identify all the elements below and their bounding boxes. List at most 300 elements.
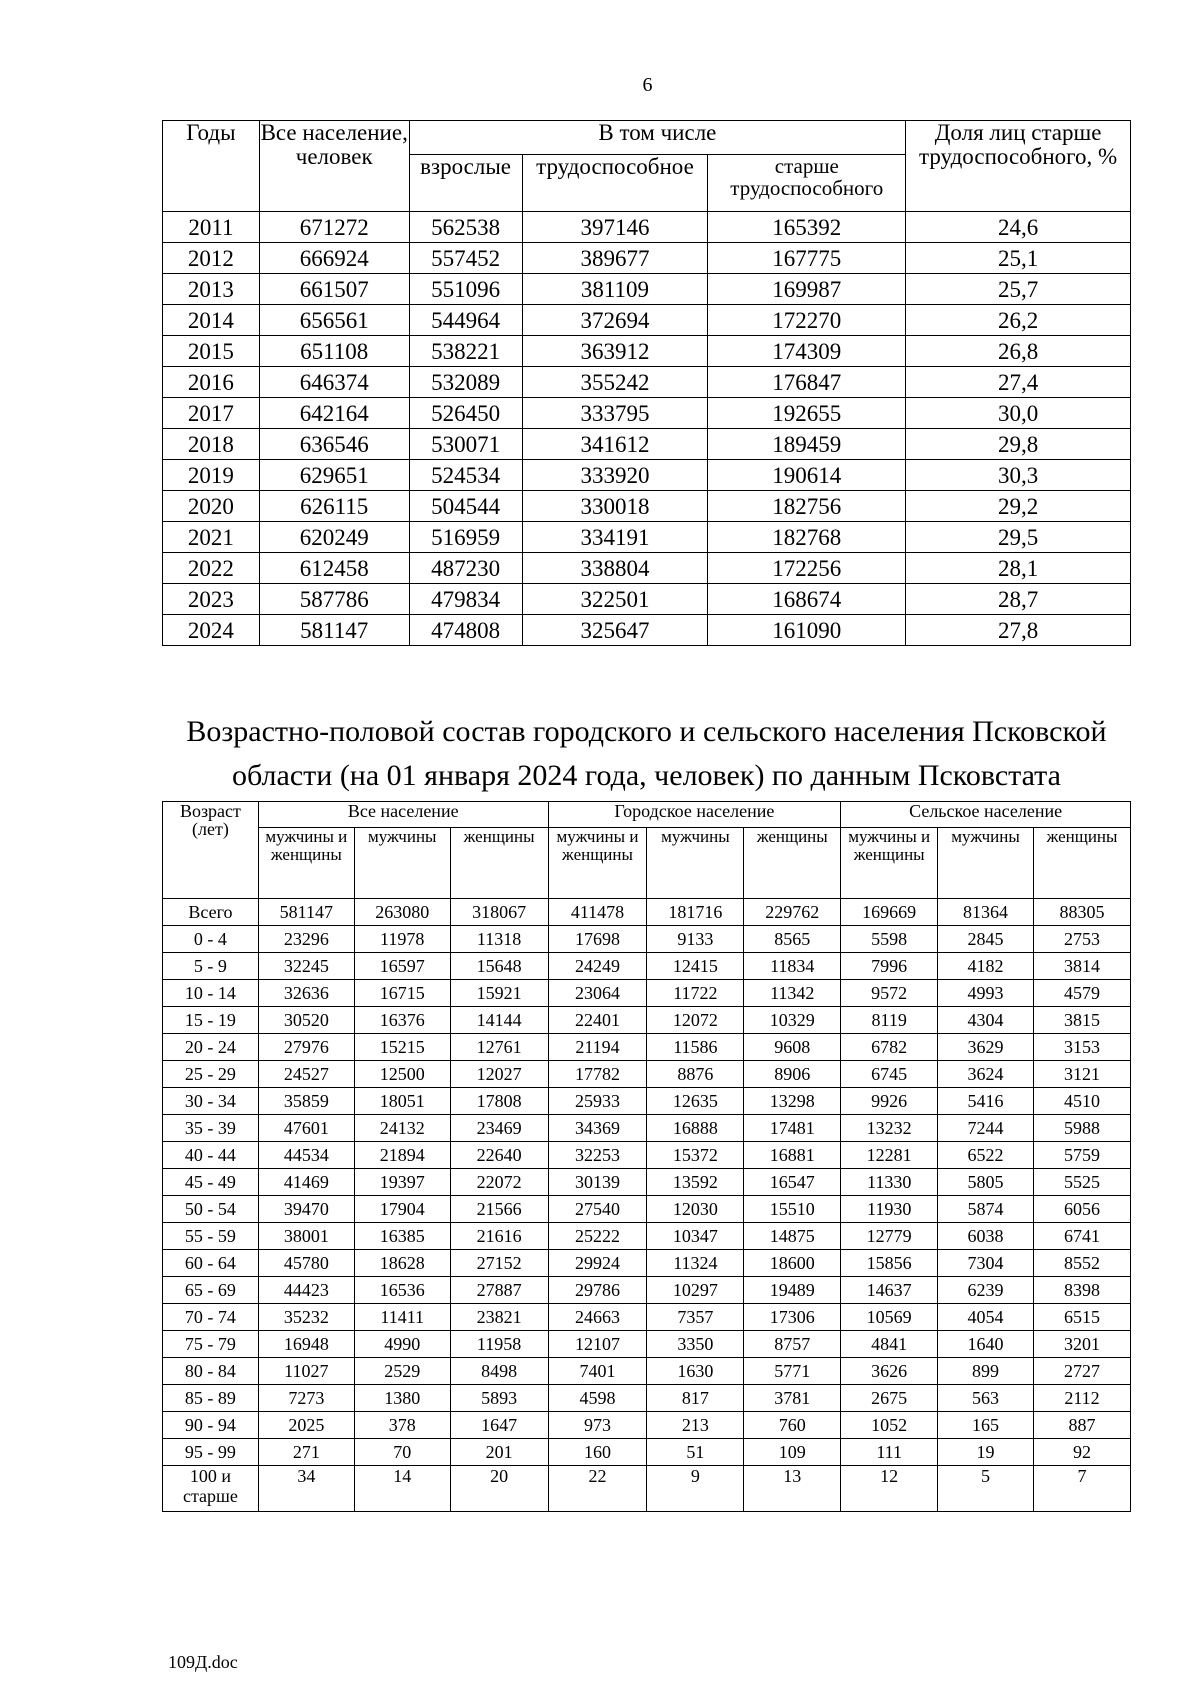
table-cell: 16536 [354,1277,450,1304]
table-row [163,615,1131,646]
table-cell: 10329 [744,1007,841,1034]
table-cell: 11342 [744,980,841,1007]
header-adults: взрослые [409,155,522,212]
table-cell: 2022 [163,553,260,584]
table-cell: 24663 [548,1304,647,1331]
table-cell: 167775 [708,243,906,274]
table-row [163,1034,1131,1061]
header-both-sexes: мужчины и женщины [258,828,354,899]
table-cell: 13 [744,1466,841,1512]
header-men: мужчины [354,828,450,899]
table-row [163,1358,1131,1385]
table-cell: 530071 [409,429,522,460]
table-cell: 5 [938,1466,1034,1512]
table-cell: 5759 [1034,1142,1131,1169]
table-row [163,1223,1131,1250]
table-cell: 1052 [841,1412,938,1439]
table-row [163,953,1131,980]
table-cell: 7244 [938,1115,1034,1142]
table-cell: 516959 [409,522,522,553]
table-cell: 19 [938,1439,1034,1466]
table-cell: 2018 [163,429,260,460]
table-row [163,980,1131,1007]
table-cell: 30,3 [906,460,1131,491]
table-cell: 587786 [259,584,409,615]
table-cell: 2675 [841,1385,938,1412]
table-cell: 5988 [1034,1115,1131,1142]
table-cell: 563 [938,1385,1034,1412]
section-title [162,710,1131,798]
table-cell: 229762 [744,899,841,926]
table-cell: 29,8 [906,429,1131,460]
table-cell: 92 [1034,1439,1131,1466]
table-cell: 17306 [744,1304,841,1331]
table-cell: 45 - 49 [163,1169,259,1196]
table-cell: 378 [354,1412,450,1439]
table-cell: 27,4 [906,367,1131,398]
table-cell: 5893 [450,1385,548,1412]
table-cell: 6239 [938,1277,1034,1304]
table-cell: 16881 [744,1142,841,1169]
table-cell: 271 [258,1439,354,1466]
table-cell: 25 - 29 [163,1061,259,1088]
header-working: трудоспособное [522,155,708,212]
table-row [163,1196,1131,1223]
table-cell: 20 [450,1466,548,1512]
table-cell: 26,2 [906,305,1131,336]
table-cell: 17904 [354,1196,450,1223]
table-cell: 18600 [744,1250,841,1277]
table-cell: 8119 [841,1007,938,1034]
table-cell: 24132 [354,1115,450,1142]
table-cell: 330018 [522,491,708,522]
table-cell: 636546 [259,429,409,460]
table-row [163,398,1131,429]
table-cell: 6515 [1034,1304,1131,1331]
table-cell: 11411 [354,1304,450,1331]
table-cell: Всего [163,899,259,926]
table-cell: 355242 [522,367,708,398]
table-cell: 2025 [258,1412,354,1439]
table-cell: 109 [744,1439,841,1466]
table-cell: 899 [938,1358,1034,1385]
table-cell: 38001 [258,1223,354,1250]
table-cell: 2112 [1034,1385,1131,1412]
table-cell: 1630 [647,1358,744,1385]
table-cell: 18628 [354,1250,450,1277]
table-cell: 13298 [744,1088,841,1115]
table-cell: 23821 [450,1304,548,1331]
table-cell: 4993 [938,980,1034,1007]
table-cell: 642164 [259,398,409,429]
table-cell: 192655 [708,398,906,429]
table-cell: 1647 [450,1412,548,1439]
table-cell: 44534 [258,1142,354,1169]
table-cell: 174309 [708,336,906,367]
table-cell: 168674 [708,584,906,615]
table-cell: 325647 [522,615,708,646]
table-cell: 3814 [1034,953,1131,980]
table-cell: 21566 [450,1196,548,1223]
table-cell: 2013 [163,274,260,305]
table-cell: 10347 [647,1223,744,1250]
table-cell: 160 [548,1439,647,1466]
table-cell: 487230 [409,553,522,584]
table-cell: 80 - 84 [163,1358,259,1385]
header-total: Все население, человек [259,121,409,212]
table-row [163,1115,1131,1142]
table-cell: 612458 [259,553,409,584]
table-cell: 318067 [450,899,548,926]
table-cell: 23469 [450,1115,548,1142]
table-cell: 562538 [409,212,522,243]
table-cell: 557452 [409,243,522,274]
table-cell: 18051 [354,1088,450,1115]
table-cell: 2020 [163,491,260,522]
footer-filename: 109Д.doc [168,1652,238,1672]
table-cell: 2017 [163,398,260,429]
table-cell: 14637 [841,1277,938,1304]
section-title-line2: области (на 01 января 2024 года, человек) по данным Псковстата [232,759,1061,792]
table-cell: 2529 [354,1358,450,1385]
table-cell: 23064 [548,980,647,1007]
table-cell: 5416 [938,1088,1034,1115]
table-cell: 15510 [744,1196,841,1223]
table-cell: 51 [647,1439,744,1466]
header-urban-population: Городское население [548,802,841,828]
header-years: Годы [163,121,260,212]
table-cell: 172256 [708,553,906,584]
table-cell: 10569 [841,1304,938,1331]
table-cell: 16385 [354,1223,450,1250]
table-row [163,429,1131,460]
table-row [163,1142,1131,1169]
table-cell: 581147 [258,899,354,926]
table-cell: 81364 [938,899,1034,926]
table-cell: 6056 [1034,1196,1131,1223]
table-cell: 381109 [522,274,708,305]
table-cell: 182756 [708,491,906,522]
table-cell: 7357 [647,1304,744,1331]
table-row [163,212,1131,243]
table-cell: 11324 [647,1250,744,1277]
table-cell: 35 - 39 [163,1115,259,1142]
table-row [163,899,1131,926]
table-row [163,1007,1131,1034]
table-cell: 12761 [450,1034,548,1061]
table-cell: 32253 [548,1142,647,1169]
table-cell: 4510 [1034,1088,1131,1115]
header-men: мужчины [647,828,744,899]
table-cell: 2015 [163,336,260,367]
table-cell: 34 [258,1466,354,1512]
table-cell: 661507 [259,274,409,305]
table-cell: 2014 [163,305,260,336]
table-row [163,522,1131,553]
table-row [163,1061,1131,1088]
table-cell: 2845 [938,926,1034,953]
table-cell: 526450 [409,398,522,429]
table-cell: 16715 [354,980,450,1007]
table-cell: 213 [647,1412,744,1439]
table-cell: 75 - 79 [163,1331,259,1358]
table-cell: 2016 [163,367,260,398]
table-cell: 165392 [708,212,906,243]
table-cell: 12635 [647,1088,744,1115]
table-cell: 22401 [548,1007,647,1034]
table-cell: 538221 [409,336,522,367]
table-cell: 169669 [841,899,938,926]
table-cell: 760 [744,1412,841,1439]
table-cell: 34369 [548,1115,647,1142]
table-cell: 887 [1034,1412,1131,1439]
table-cell: 8552 [1034,1250,1131,1277]
table-cell: 6741 [1034,1223,1131,1250]
table-cell: 651108 [259,336,409,367]
table-cell: 20 - 24 [163,1034,259,1061]
table-cell: 16948 [258,1331,354,1358]
table-cell: 12779 [841,1223,938,1250]
table-cell: 5805 [938,1169,1034,1196]
table-cell: 6522 [938,1142,1034,1169]
table-cell: 504544 [409,491,522,522]
table-row [163,1466,1131,1512]
table-cell: 11722 [647,980,744,1007]
table-cell: 15 - 19 [163,1007,259,1034]
table-cell: 17481 [744,1115,841,1142]
table-cell: 22 [548,1466,647,1512]
header-both-sexes: мужчины и женщины [841,828,938,899]
table-cell: 27,8 [906,615,1131,646]
table-row [163,584,1131,615]
table-cell: 19489 [744,1277,841,1304]
table-cell: 334191 [522,522,708,553]
table-cell: 5771 [744,1358,841,1385]
table-cell: 11330 [841,1169,938,1196]
table-cell: 581147 [259,615,409,646]
table-cell: 9608 [744,1034,841,1061]
header-women: женщины [1034,828,1131,899]
table-cell: 17698 [548,926,647,953]
table-cell: 411478 [548,899,647,926]
table-cell: 4841 [841,1331,938,1358]
table-cell: 6782 [841,1034,938,1061]
table-cell: 8876 [647,1061,744,1088]
table-cell: 13592 [647,1169,744,1196]
table-cell: 50 - 54 [163,1196,259,1223]
table-cell: 19397 [354,1169,450,1196]
table-cell: 27976 [258,1034,354,1061]
table-cell: 5525 [1034,1169,1131,1196]
header-older: старше трудоспособного [708,155,906,212]
table-cell: 3781 [744,1385,841,1412]
table-cell: 12415 [647,953,744,980]
table-cell: 172270 [708,305,906,336]
table-cell: 544964 [409,305,522,336]
table-cell: 532089 [409,367,522,398]
table-cell: 26,8 [906,336,1131,367]
table-cell: 8498 [450,1358,548,1385]
table-cell: 2011 [163,212,260,243]
table-cell: 3815 [1034,1007,1131,1034]
table-cell: 32245 [258,953,354,980]
table-cell: 90 - 94 [163,1412,259,1439]
table-cell: 24,6 [906,212,1131,243]
table-cell: 973 [548,1412,647,1439]
table-cell: 30,0 [906,398,1131,429]
table-row [163,1439,1131,1466]
table-cell: 35232 [258,1304,354,1331]
table-cell: 3121 [1034,1061,1131,1088]
table-row [163,1088,1131,1115]
table-cell: 32636 [258,980,354,1007]
table-cell: 22072 [450,1169,548,1196]
table-cell: 12107 [548,1331,647,1358]
table-cell: 479834 [409,584,522,615]
table-cell: 30520 [258,1007,354,1034]
table-cell: 7273 [258,1385,354,1412]
table-cell: 3153 [1034,1034,1131,1061]
header-share: Доля лиц старше трудоспособного, % [906,121,1131,212]
table-cell: 817 [647,1385,744,1412]
table-cell: 397146 [522,212,708,243]
table-cell: 372694 [522,305,708,336]
table-cell: 70 [354,1439,450,1466]
table-cell: 17782 [548,1061,647,1088]
table-cell: 14875 [744,1223,841,1250]
table-cell: 44423 [258,1277,354,1304]
table-cell: 176847 [708,367,906,398]
table-cell: 11318 [450,926,548,953]
table-cell: 13232 [841,1115,938,1142]
table-cell: 7304 [938,1250,1034,1277]
table-row [163,491,1131,522]
table-cell: 29,5 [906,522,1131,553]
table-cell: 620249 [259,522,409,553]
table-cell: 626115 [259,491,409,522]
table-cell: 16547 [744,1169,841,1196]
table-cell: 4182 [938,953,1034,980]
table-row [163,274,1131,305]
table-cell: 3626 [841,1358,938,1385]
table-cell: 161090 [708,615,906,646]
table-cell: 7401 [548,1358,647,1385]
table-cell: 111 [841,1439,938,1466]
table-cell: 11958 [450,1331,548,1358]
table-row [163,305,1131,336]
table-cell: 524534 [409,460,522,491]
table-cell: 656561 [259,305,409,336]
table-row [163,367,1131,398]
table-cell: 25222 [548,1223,647,1250]
table-cell: 14 [354,1466,450,1512]
table-cell: 322501 [522,584,708,615]
table-row [163,926,1131,953]
table-cell: 27540 [548,1196,647,1223]
table-cell: 40 - 44 [163,1142,259,1169]
table-cell: 27887 [450,1277,548,1304]
table-cell: 9 [647,1466,744,1512]
table-cell: 16376 [354,1007,450,1034]
table-cell: 4304 [938,1007,1034,1034]
table-cell: 15856 [841,1250,938,1277]
section-title-line1: Возрастно-половой состав городского и сельского населения Псковской [186,715,1107,748]
table-cell: 3629 [938,1034,1034,1061]
table-cell: 29924 [548,1250,647,1277]
table-cell: 11834 [744,953,841,980]
table-row [163,243,1131,274]
table-cell: 60 - 64 [163,1250,259,1277]
header-women: женщины [744,828,841,899]
table-cell: 9926 [841,1088,938,1115]
table-cell: 70 - 74 [163,1304,259,1331]
header-age: Возраст (лет) [163,802,259,899]
table-cell: 29786 [548,1277,647,1304]
table-cell: 3350 [647,1331,744,1358]
table-cell: 0 - 4 [163,926,259,953]
table-row [163,336,1131,367]
table-cell: 29,2 [906,491,1131,522]
table-cell: 65 - 69 [163,1277,259,1304]
table-cell: 8398 [1034,1277,1131,1304]
table-cell: 363912 [522,336,708,367]
table-cell: 169987 [708,274,906,305]
table-cell: 16888 [647,1115,744,1142]
table-cell: 2019 [163,460,260,491]
table-cell: 12281 [841,1142,938,1169]
table-cell: 47601 [258,1115,354,1142]
table-cell: 3201 [1034,1331,1131,1358]
table-cell: 9133 [647,926,744,953]
table-cell: 16597 [354,953,450,980]
table-cell: 11930 [841,1196,938,1223]
table-cell: 1640 [938,1331,1034,1358]
header-including: В том числе [409,121,906,155]
table-cell: 6038 [938,1223,1034,1250]
table-cell: 5874 [938,1196,1034,1223]
table-cell: 12500 [354,1061,450,1088]
table-cell: 30139 [548,1169,647,1196]
table-cell: 629651 [259,460,409,491]
table-cell: 11027 [258,1358,354,1385]
table-cell: 25,7 [906,274,1131,305]
table-cell: 341612 [522,429,708,460]
table-cell: 15372 [647,1142,744,1169]
table-cell: 10297 [647,1277,744,1304]
table-cell: 11978 [354,926,450,953]
table-cell: 5 - 9 [163,953,259,980]
table-cell: 15921 [450,980,548,1007]
table-cell: 1380 [354,1385,450,1412]
table-cell: 7 [1034,1466,1131,1512]
table-row [163,460,1131,491]
table-cell: 5598 [841,926,938,953]
table-cell: 27152 [450,1250,548,1277]
age-sex-structure-table [162,801,1131,1512]
table-cell: 2012 [163,243,260,274]
table-row [163,553,1131,584]
table-cell: 263080 [354,899,450,926]
table-cell: 201 [450,1439,548,1466]
header-both-sexes: мужчины и женщины [548,828,647,899]
table-row [163,1385,1131,1412]
table-cell: 182768 [708,522,906,553]
table-cell: 389677 [522,243,708,274]
table-cell: 23296 [258,926,354,953]
table-cell: 100 и старше [163,1466,259,1512]
table-row [163,1250,1131,1277]
table-cell: 15648 [450,953,548,980]
